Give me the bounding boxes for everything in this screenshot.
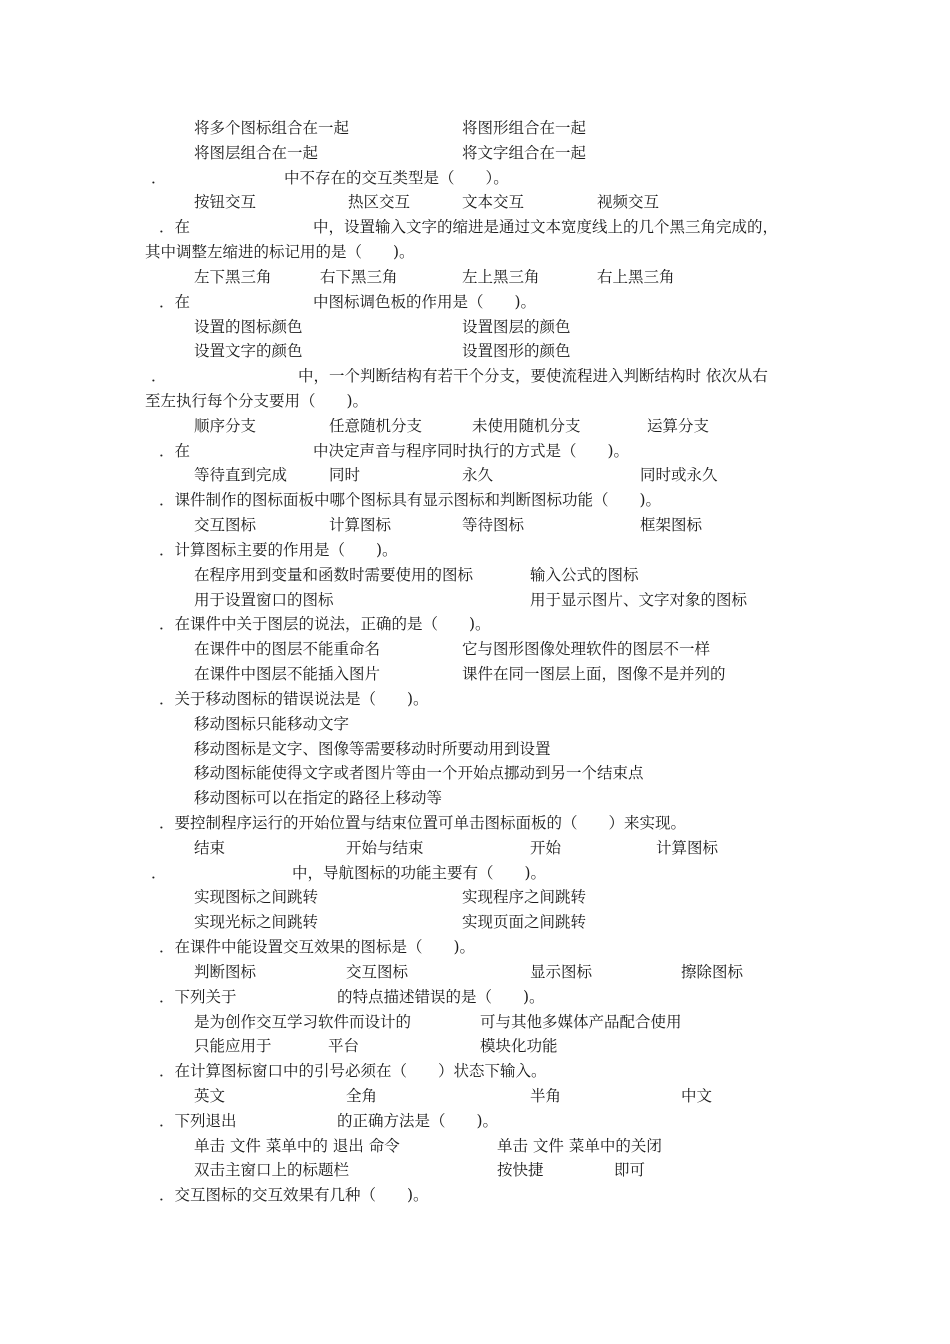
text-line-15-seg-1: 等待直到完成	[194, 466, 288, 484]
text-line-21-seg-1: ．在课件中关于图层的说法，正确的是（ )。	[159, 615, 491, 633]
text-line-30-seg-2: 开始与结束	[346, 839, 424, 857]
text-line-30-seg-3: 开始	[530, 839, 562, 857]
text-line-33-seg-1: 实现光标之间跳转	[194, 913, 319, 931]
text-line-35-seg-2: 交互图标	[346, 963, 409, 981]
text-line-4-seg-1: 按钮交互	[194, 193, 257, 211]
text-line-35-seg-4: 擦除图标	[681, 963, 744, 981]
text-line-26-seg-1: 移动图标是文字、图像等需要移动时所要动用到设置	[194, 740, 551, 758]
text-line-5-seg-1: ．在	[159, 218, 191, 236]
text-line-3-seg-2: 中不存在的交互类型是（ ）。	[284, 169, 509, 187]
text-line-7-seg-3: 左上黑三角	[462, 268, 540, 286]
text-line-43-seg-3: 即可	[614, 1161, 646, 1179]
text-line-38-seg-1: 只能应用于	[194, 1037, 272, 1055]
text-line-5-seg-2: 中，设置输入文字的缩进是通过文本宽度线上的几个黑三角完成的，	[313, 218, 779, 236]
text-line-42-seg-1: 单击 文件 菜单中的 退出 命令	[194, 1137, 400, 1155]
text-line-4-seg-2: 热区交互	[348, 193, 411, 211]
text-line-17-seg-1: 交互图标	[194, 516, 257, 534]
text-line-13-seg-3: 未使用随机分支	[472, 417, 581, 435]
text-line-7-seg-2: 右下黑三角	[320, 268, 398, 286]
text-line-19-seg-2: 输入公式的图标	[530, 566, 639, 584]
text-line-1-seg-1: 将多个图标组合在一起	[194, 119, 350, 137]
text-line-2-seg-2: 将文字组合在一起	[462, 144, 587, 162]
text-line-36-seg-2: 的特点描述错误的是（ )。	[337, 988, 545, 1006]
text-line-11-seg-2: 中，一个判断结构有若干个分支，要使流程进入判断结构时 依次从右	[298, 367, 768, 385]
text-line-32-seg-2: 实现程序之间跳转	[462, 888, 587, 906]
text-line-7-seg-1: 左下黑三角	[194, 268, 272, 286]
text-line-40-seg-4: 中文	[681, 1087, 713, 1105]
text-line-43-seg-2: 按快捷	[497, 1161, 544, 1179]
text-line-16-seg-1: ．课件制作的图标面板中哪个图标具有显示图标和判断图标功能（ )。	[159, 491, 662, 509]
text-line-4-seg-3: 文本交互	[462, 193, 525, 211]
text-line-19-seg-1: 在程序用到变量和函数时需要使用的图标	[194, 566, 474, 584]
text-line-15-seg-3: 永久	[462, 466, 494, 484]
text-line-17-seg-3: 等待图标	[462, 516, 525, 534]
text-line-38-seg-2: 平台	[328, 1037, 360, 1055]
text-line-33-seg-2: 实现页面之间跳转	[462, 913, 587, 931]
text-line-40-seg-1: 英文	[194, 1087, 226, 1105]
text-line-22-seg-2: 它与图形图像处理软件的图层不一样	[462, 640, 711, 658]
text-line-22-seg-1: 在课件中的图层不能重命名	[194, 640, 381, 658]
text-line-43-seg-1: 双击主窗口上的标题栏	[194, 1161, 350, 1179]
text-line-41-seg-2: 的正确方法是（ )。	[337, 1112, 499, 1130]
text-line-39-seg-1: ．在计算图标窗口中的引号必须在（ ）状态下输入。	[159, 1062, 547, 1080]
text-line-10-seg-1: 设置文字的颜色	[194, 342, 303, 360]
text-line-2-seg-1: 将图层组合在一起	[194, 144, 319, 162]
text-line-6-seg-1: 其中调整左缩进的标记用的是（ )。	[145, 243, 415, 261]
text-line-37-seg-2: 可与其他多媒体产品配合使用	[480, 1013, 682, 1031]
text-line-35-seg-3: 显示图标	[530, 963, 593, 981]
text-line-8-seg-2: 中图标调色板的作用是（ )。	[313, 293, 537, 311]
text-line-42-seg-2: 单击 文件 菜单中的关闭	[497, 1137, 662, 1155]
text-line-23-seg-1: 在课件中图层不能插入图片	[194, 665, 381, 683]
text-line-11-seg-1: ．	[151, 367, 167, 385]
text-line-31-seg-1: ．	[151, 864, 167, 882]
text-line-30-seg-1: 结束	[194, 839, 226, 857]
text-line-15-seg-2: 同时	[329, 466, 361, 484]
text-line-17-seg-4: 框架图标	[640, 516, 703, 534]
text-line-35-seg-1: 判断图标	[194, 963, 257, 981]
text-line-30-seg-4: 计算图标	[656, 839, 719, 857]
text-line-28-seg-1: 移动图标可以在指定的路径上移动等	[194, 789, 443, 807]
text-line-13-seg-4: 运算分支	[647, 417, 710, 435]
text-line-1-seg-2: 将图形组合在一起	[462, 119, 587, 137]
text-line-8-seg-1: ．在	[159, 293, 191, 311]
text-line-17-seg-2: 计算图标	[329, 516, 392, 534]
text-line-15-seg-4: 同时或永久	[640, 466, 718, 484]
text-line-9-seg-1: 设置的图标颜色	[194, 318, 303, 336]
text-line-9-seg-2: 设置图层的颜色	[462, 318, 571, 336]
text-line-12-seg-1: 至左执行每个分支要用（ )。	[145, 392, 369, 410]
text-line-31-seg-2: 中，导航图标的功能主要有（ )。	[292, 864, 547, 882]
text-line-36-seg-1: ．下列关于	[159, 988, 237, 1006]
text-line-38-seg-3: 模块化功能	[480, 1037, 558, 1055]
text-line-7-seg-4: 右上黑三角	[597, 268, 675, 286]
text-line-41-seg-1: ．下列退出	[159, 1112, 237, 1130]
text-line-27-seg-1: 移动图标能使得文字或者图片等由一个开始点挪动到另一个结束点	[194, 764, 644, 782]
text-line-25-seg-1: 移动图标只能移动文字	[194, 715, 350, 733]
text-line-14-seg-2: 中决定声音与程序同时执行的方式是（ )。	[313, 442, 630, 460]
text-line-4-seg-4: 视频交互	[597, 193, 660, 211]
text-line-29-seg-1: ．要控制程序运行的开始位置与结束位置可单击图标面板的（ ）来实现。	[159, 814, 687, 832]
text-line-32-seg-1: 实现图标之间跳转	[194, 888, 319, 906]
text-line-23-seg-2: 课件在同一图层上面，图像不是并列的	[462, 665, 726, 683]
text-line-34-seg-1: ．在课件中能设置交互效果的图标是（ )。	[159, 938, 476, 956]
text-line-44-seg-1: ．交互图标的交互效果有几种（ )。	[159, 1186, 429, 1204]
text-line-18-seg-1: ．计算图标主要的作用是（ )。	[159, 541, 398, 559]
text-line-40-seg-3: 半角	[530, 1087, 562, 1105]
text-line-10-seg-2: 设置图形的颜色	[462, 342, 571, 360]
text-line-20-seg-2: 用于显示图片、文字对象的图标	[530, 591, 748, 609]
text-line-20-seg-1: 用于设置窗口的图标	[194, 591, 334, 609]
text-line-3-seg-1: ．	[151, 169, 167, 187]
text-line-14-seg-1: ．在	[159, 442, 191, 460]
text-line-13-seg-2: 任意随机分支	[329, 417, 423, 435]
text-line-13-seg-1: 顺序分支	[194, 417, 257, 435]
text-line-37-seg-1: 是为创作交互学习软件而设计的	[194, 1013, 412, 1031]
text-line-40-seg-2: 全角	[346, 1087, 378, 1105]
text-line-24-seg-1: ．关于移动图标的错误说法是（ )。	[159, 690, 429, 708]
